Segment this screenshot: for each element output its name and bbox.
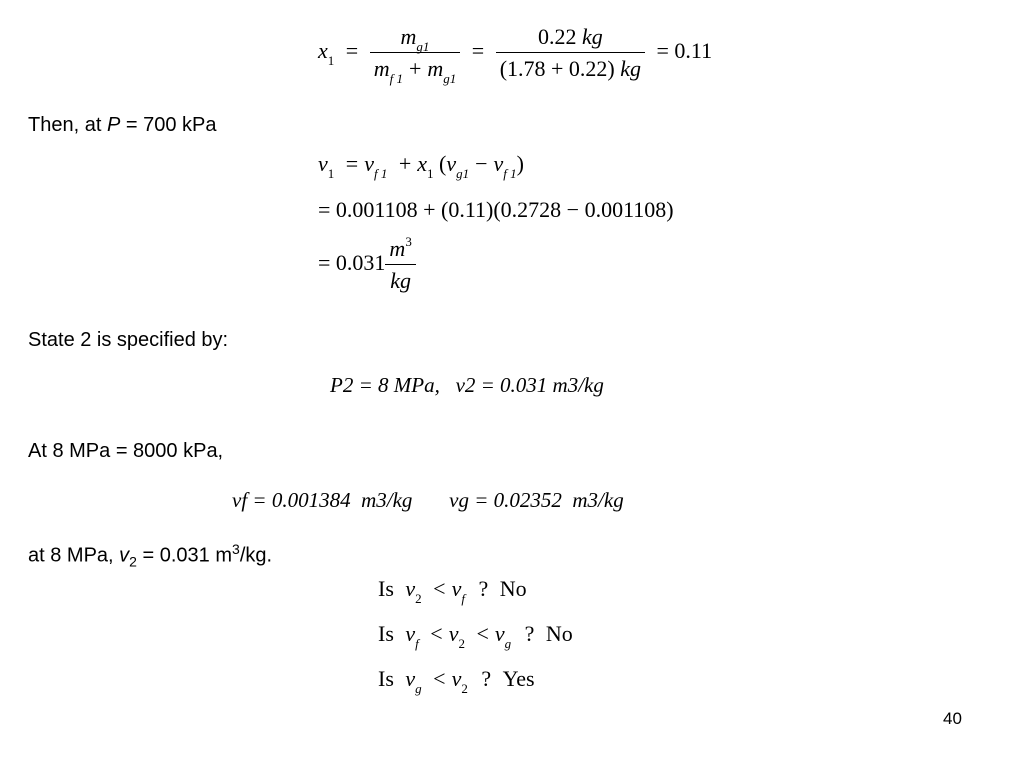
quality-result: = 0.11 xyxy=(656,38,713,64)
state2-values: P2 = 8 MPa, v2 = 0.031 m3/kg xyxy=(330,373,604,397)
state2-heading: State 2 is specified by: xyxy=(28,329,229,351)
page-number: 40 xyxy=(943,709,962,728)
answer-2: No xyxy=(545,621,573,646)
answer-3: Yes xyxy=(502,666,535,691)
question-3: Is $v_g < v_2$ ? Yes xyxy=(378,666,535,696)
answer-1: No xyxy=(499,576,527,601)
v1-equation-line2: = 0.001108 + (0.11)(0.2728 − 0.001108) xyxy=(318,197,674,222)
saturation-table-values: vf = 0.001384 m3/kg vg = 0.02352 m3/kg xyxy=(232,488,624,512)
question-2: Is $v_f < v_2 < v_g$ ? No xyxy=(378,621,573,651)
v1-equation-line1: $v_1 = v_{f 1} + x_1$ $(v_{g1} - v_{f 1})$ xyxy=(318,151,524,181)
v1-equation-line3: = 0.031 $\frac{m^3}{kg}$ xyxy=(318,238,416,292)
v2-statement: at 8 MPa, $v_2 = 0.031$ $m^3/kg$. xyxy=(28,541,273,570)
quality-equation: $x_1$ = $\frac{m_{g1}}{m_{f 1} + m_{g1}}$ = $\frac{0.22 kg}{(1.78 + 0.22) kg}$ = 0.11 xyxy=(318,24,713,86)
x1-symbol: x xyxy=(318,38,328,64)
mass-value-fraction: $\frac{0.22 kg}{(1.78 + 0.22) kg}$ xyxy=(496,26,645,80)
then-at-pressure-text: Then, at P = 700 kPa xyxy=(28,114,217,136)
at-8mpa-heading: At 8 MPa = 8000 kPa, xyxy=(28,440,224,462)
question-1: Is $v_2 < v_f$ ? No xyxy=(378,576,527,606)
specific-volume-unit-fraction: $\frac{m^3}{kg}$ xyxy=(385,238,415,292)
mass-ratio-fraction: $\frac{m_{g1}}{m_{f 1} + m_{g1}}$ xyxy=(370,26,461,80)
